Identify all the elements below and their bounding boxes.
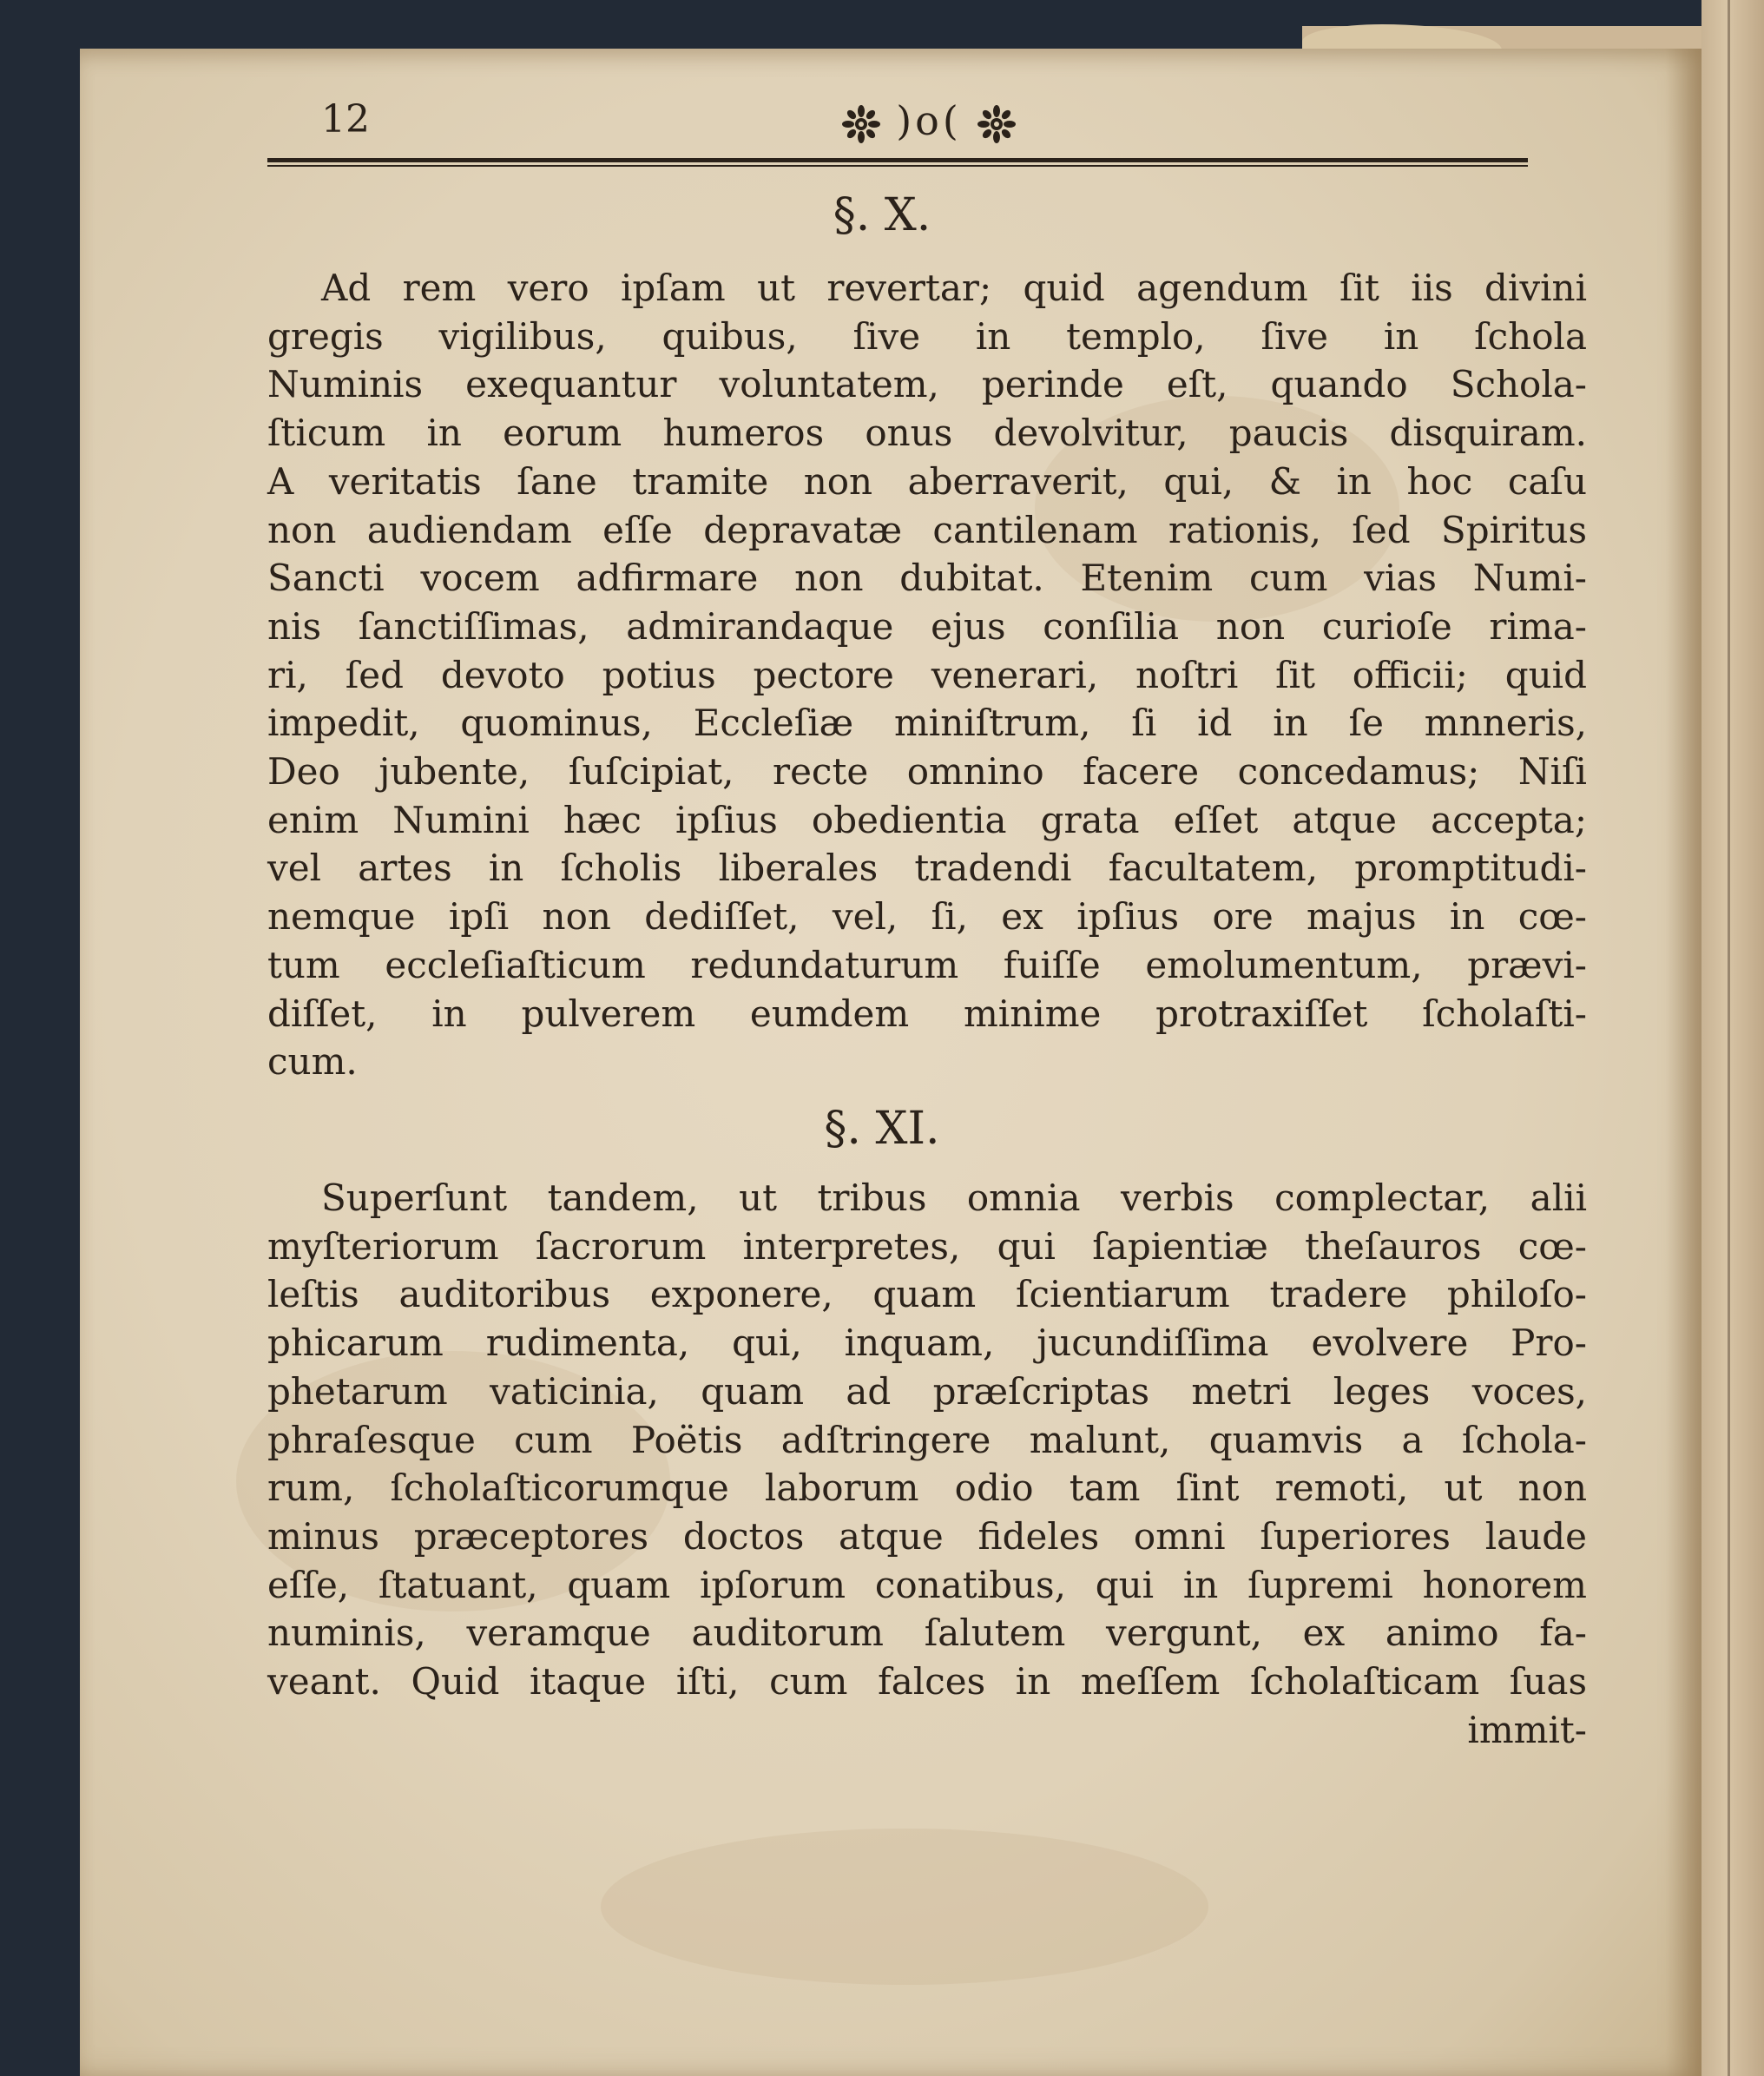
text-line: rum, ſcholaſticorumque laborum odio tam ſint remoti, ut non	[267, 1466, 1587, 1510]
flower-ornament-icon	[842, 105, 880, 143]
text-line: gregis vigilibus, quibus, ſive in templo, ſive in ſchola	[267, 314, 1587, 358]
paper-stain	[601, 1829, 1208, 1985]
text-line: eſſe, ſtatuant, quam ipſorum conatibus, qui in ſupremi honorem	[267, 1563, 1587, 1606]
text-line: diſſet, in pulverem eumdem minime protraxiſſet ſcholaſti-	[267, 992, 1587, 1035]
book-spine	[1701, 0, 1764, 2076]
text-line: non audiendam eſſe depravatæ cantilenam rationis, ſed Spiritus	[267, 508, 1587, 551]
text-line: Deo jubente, ſuſcipiat, recte omnino facere concedamus; Niſi	[267, 750, 1587, 794]
ornament-text: )o(	[896, 97, 962, 144]
page-number: 12	[321, 97, 370, 142]
running-header	[321, 97, 1441, 158]
text-line: cum.	[267, 1040, 358, 1084]
section-heading: §. XI.	[824, 1103, 940, 1155]
text-line: Sancti vocem adfirmare non dubitat. Etenim cum vias Numi-	[267, 557, 1587, 600]
section-text	[267, 1174, 1587, 1754]
header-ornament	[764, 97, 1094, 144]
catchword: immit-	[1467, 1708, 1587, 1751]
text-line: Numinis exequantur voluntatem, perinde eſt, quando Schola-	[267, 363, 1587, 406]
flower-ornament-icon	[977, 105, 1016, 143]
text-line: impedit, quominus, Eccleſiæ miniſtrum, ſi id in ſe mnneris,	[267, 702, 1587, 745]
text-line: tum eccleſiaſticum redundaturum fuiſſe emolumentum, prævi-	[267, 943, 1587, 986]
section-heading: §. X.	[833, 189, 931, 241]
text-line: Ad rem vero ipſam ut revertar; quid agendum ſit iis divini	[321, 267, 1587, 309]
text-line: myſteriorum ſacrorum interpretes, qui ſapientiæ theſauros cœ-	[267, 1224, 1587, 1268]
text-line: nis ſanctiſſimas, admirandaque ejus conſilia non curioſe rima-	[267, 604, 1587, 648]
text-line: phraſesque cum Poëtis adſtringere malunt, quamvis a ſchola-	[267, 1418, 1587, 1461]
section-text	[267, 264, 1587, 1086]
text-line: phetarum vaticinia, quam ad præſcriptas metri leges voces,	[267, 1369, 1587, 1413]
text-line: veant. Quid itaque iſti, cum falces in meſſem ſcholaſticam ſuas	[267, 1660, 1587, 1704]
text-line: minus præceptores doctos atque fideles omni ſuperiores laude	[267, 1514, 1587, 1558]
text-line: phicarum rudimenta, qui, inquam, jucundiſſima evolvere Pro-	[267, 1321, 1587, 1365]
header-rule-thin	[267, 165, 1528, 167]
text-line: ſticum in eorum humeros onus devolvitur, paucis disquiram.	[267, 412, 1587, 455]
text-line: A veritatis ſane tramite non aberraverit, qui, & in hoc caſu	[267, 459, 1587, 503]
text-line: enim Numini hæc ipſius obedientia grata eſſet atque accepta;	[267, 798, 1587, 841]
text-line: Superſunt tandem, ut tribus omnia verbis complectar, alii	[321, 1176, 1587, 1219]
text-line: nemque ipſi non dediſſet, vel, ſi, ex ipſius ore majus in cœ-	[267, 895, 1587, 939]
text-line: numinis, veramque auditorum ſalutem vergunt, ex animo fa-	[267, 1611, 1587, 1655]
page-fold-shadow	[1665, 49, 1701, 2076]
text-line: leſtis auditoribus exponere, quam ſcientiarum tradere philoſo-	[267, 1273, 1587, 1316]
header-rule	[267, 158, 1528, 162]
text-line: ri, ſed devoto potius pectore venerari, noſtri ſit officii; quid	[267, 653, 1587, 696]
text-line: vel artes in ſcholis liberales tradendi facultatem, promptitudi-	[267, 847, 1587, 890]
